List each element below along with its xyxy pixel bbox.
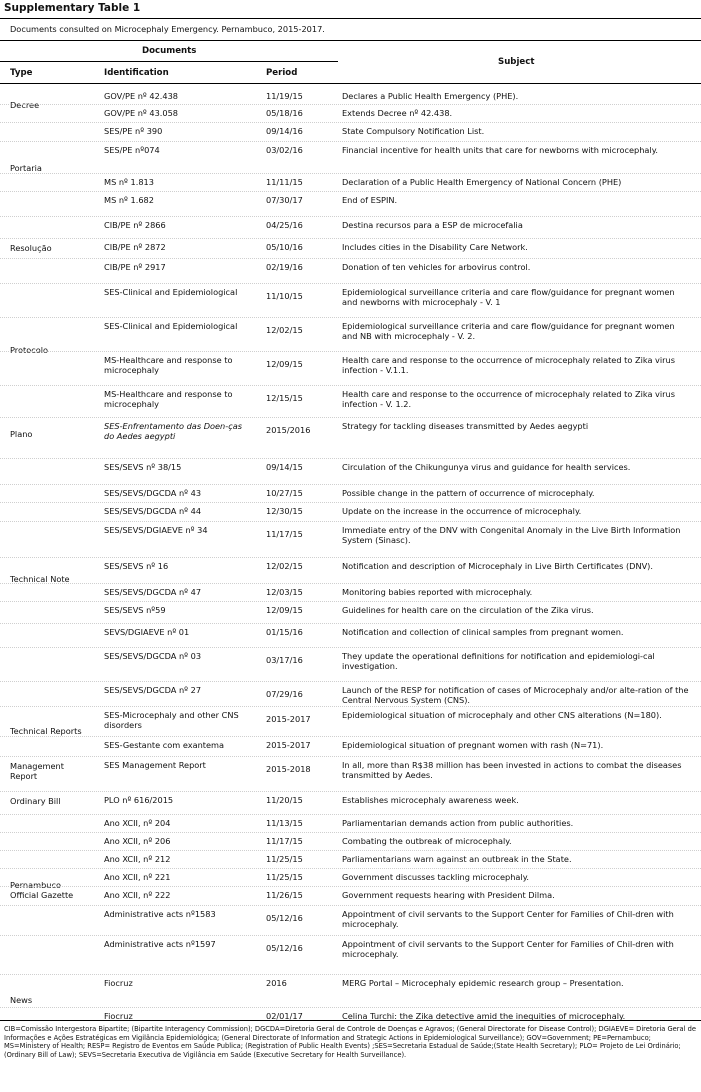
- row-period: 05/12/16: [266, 913, 303, 923]
- row-divider: [0, 484, 701, 485]
- row-divider: [0, 623, 701, 624]
- row-divider: [0, 905, 701, 906]
- row-period: 02/19/16: [266, 262, 303, 272]
- group-label: Ordinary Bill: [10, 796, 61, 806]
- row-identification: Ano XCII, nº 206: [104, 836, 171, 846]
- row-divider: [0, 191, 701, 192]
- title-rule: [0, 18, 701, 19]
- row-period: 2016: [266, 978, 287, 988]
- row-period: 11/26/15: [266, 890, 303, 900]
- group-label: Pernambuco Official Gazette: [10, 880, 74, 900]
- row-period: 11/17/15: [266, 529, 303, 539]
- row-divider: [0, 791, 701, 792]
- row-divider: [0, 283, 701, 284]
- row-period: 12/09/15: [266, 359, 303, 369]
- row-divider: [0, 814, 701, 815]
- row-identification: SES/SEVS/DGCDA nº 27: [104, 685, 202, 695]
- group-label: Technical Note: [10, 574, 70, 584]
- row-period: 05/10/16: [266, 242, 303, 252]
- row-period: 01/15/16: [266, 627, 303, 637]
- row-identification: SES/SEVS/DGIAEVE nº 34: [104, 525, 208, 535]
- row-identification: GOV/PE nº 43.058: [104, 108, 179, 118]
- row-identification: SES/SEVS nº 16: [104, 561, 169, 571]
- row-identification: SES/SEVS nº59: [104, 605, 166, 615]
- row-subject: Epidemiological surveillance criteria and care flow/guidance for pregnant women and NB with microcephaly - V. 2.: [342, 321, 675, 342]
- row-divider: [0, 521, 701, 522]
- row-divider: [0, 502, 701, 503]
- row-divider: [0, 458, 701, 459]
- group-label: Protocolo: [10, 345, 49, 355]
- row-subject: Epidemiological situation of microcephaly and other CNS alterations (N=180).: [342, 710, 662, 720]
- row-period: 09/14/16: [266, 126, 303, 136]
- row-subject: Government discusses tackling microcephaly.: [342, 872, 529, 882]
- group-label: Resolução: [10, 243, 52, 253]
- row-identification: SES/SEVS/DGCDA nº 03: [104, 651, 202, 661]
- row-subject: They update the operational definitions for notification and epidemiologi-cal investigation.: [342, 651, 655, 672]
- row-identification: SES/SEVS nº 38/15: [104, 462, 182, 472]
- row-period: 05/12/16: [266, 943, 303, 953]
- table-bottom-rule: [0, 1020, 701, 1021]
- row-period: 07/30/17: [266, 195, 303, 205]
- row-divider: [0, 173, 701, 174]
- row-divider: [0, 583, 701, 584]
- row-subject: Notification and collection of clinical samples from pregnant women.: [342, 627, 624, 637]
- row-identification: SES-Microcephaly and other CNS disorders: [104, 710, 239, 731]
- row-subject: Destina recursos para a ESP de microcefalia: [342, 220, 523, 230]
- row-subject: Update on the increase in the occurrence of microcephaly.: [342, 506, 582, 516]
- row-period: 11/11/15: [266, 177, 303, 187]
- row-subject: Possible change in the pattern of occurrence of microcephaly.: [342, 488, 595, 498]
- row-identification: Fiocruz: [104, 978, 133, 988]
- header-subject: Subject: [498, 57, 535, 67]
- row-period: 11/20/15: [266, 795, 303, 805]
- row-identification: CIB/PE nº 2872: [104, 242, 166, 252]
- row-identification: SES-Clinical and Epidemiological: [104, 287, 238, 297]
- header-documents: Documents: [142, 46, 197, 56]
- row-period: 11/19/15: [266, 91, 303, 101]
- row-period: 03/17/16: [266, 655, 303, 665]
- row-identification: SES-Enfrentamento das Doen-ças do Aedes aegypti: [104, 421, 242, 442]
- row-divider: [0, 317, 701, 318]
- row-subject: Government requests hearing with President Dilma.: [342, 890, 555, 900]
- row-divider: [0, 647, 701, 648]
- row-subject: Immediate entry of the DNV with Congenital Anomaly in the Live Birth Information System (Sinasc).: [342, 525, 681, 546]
- row-subject: Establishes microcephaly awareness week.: [342, 795, 519, 805]
- caption-rule: [0, 40, 701, 41]
- row-identification: Ano XCII, nº 221: [104, 872, 171, 882]
- row-identification: Administrative acts nº1583: [104, 909, 216, 919]
- row-subject: Strategy for tackling diseases transmitted by Aedes aegypti: [342, 421, 589, 431]
- row-identification: SES/PE nº074: [104, 145, 160, 155]
- row-subject: Combating the outbreak of microcephaly.: [342, 836, 512, 846]
- row-identification: MS nº 1.813: [104, 177, 154, 187]
- row-subject: Health care and response to the occurrence of microcephaly related to Zika virus infection - V.1.1.: [342, 355, 675, 376]
- row-subject: Celina Turchi: the Zika detective amid the inequities of microcephaly.: [342, 1011, 626, 1021]
- row-divider: [0, 868, 701, 869]
- row-period: 12/30/15: [266, 506, 303, 516]
- row-period: 09/14/15: [266, 462, 303, 472]
- row-period: 12/15/15: [266, 393, 303, 403]
- row-period: 11/13/15: [266, 818, 303, 828]
- row-subject: Includes cities in the Disability Care Network.: [342, 242, 528, 252]
- row-subject: MERG Portal – Microcephaly epidemic research group – Presentation.: [342, 978, 624, 988]
- header-rule: [0, 83, 701, 84]
- row-divider: [0, 258, 701, 259]
- row-divider: [0, 756, 701, 757]
- row-period: 2015/2016: [266, 425, 311, 435]
- row-divider: [0, 601, 701, 602]
- group-label: News: [10, 995, 33, 1005]
- row-subject: Epidemiological surveillance criteria and care flow/guidance for pregnant women and newborns with microcephaly - V. 1: [342, 287, 675, 308]
- row-period: 11/10/15: [266, 291, 303, 301]
- row-subject: End of ESPIN.: [342, 195, 398, 205]
- header-period: Period: [266, 68, 298, 78]
- row-identification: Ano XCII, nº 212: [104, 854, 171, 864]
- row-subject: In all, more than R$38 million has been invested in actions to combat the diseases transmitted by Aedes.: [342, 760, 682, 781]
- row-divider: [0, 385, 701, 386]
- row-period: 12/09/15: [266, 605, 303, 615]
- row-identification: SES-Clinical and Epidemiological: [104, 321, 238, 331]
- row-period: 07/29/16: [266, 689, 303, 699]
- row-identification: Administrative acts nº1597: [104, 939, 216, 949]
- row-identification: CIB/PE nº 2866: [104, 220, 166, 230]
- row-period: 11/17/15: [266, 836, 303, 846]
- row-divider: [0, 141, 701, 142]
- row-subject: Guidelines for health care on the circulation of the Zika virus.: [342, 605, 594, 615]
- row-divider: [0, 216, 701, 217]
- row-period: 2015-2018: [266, 764, 311, 774]
- row-identification: CIB/PE nº 2917: [104, 262, 166, 272]
- row-divider: [0, 850, 701, 851]
- table-footnote: CIB=Comissão Intergestora Bipartite; (Bipartite Interagency Commission); DGCDA=Diretoria Geral de Controle de Doenças e Agravos; (General Directorate for Disease Control); DGIAEVE= Diretoria Geral de Informações e Ações Estratégicas em Vigilância Epidemiológica; (General Directorate of Information and Strategic Actions in Epidemiological Surveillance); GOV=Government; PE=Pernambuco; MS=Ministery of Health; RESP= Registro de Eventos em Saúde Publica; (Registration of Public Health Events) ;SES=Secretaria Estadual de Saúde;(State Health Secretary); PLO= Projeto de Lei Ordinário; (Ordinary Bill of Law); SEVS=Secretaria Executiva de Vigilância em Saúde (Executive Secretary for Health Surveillance).: [4, 1025, 696, 1059]
- row-identification: Fiocruz: [104, 1011, 133, 1021]
- row-period: 11/25/15: [266, 854, 303, 864]
- row-divider: [0, 681, 701, 682]
- row-divider: [0, 832, 701, 833]
- row-period: 2015-2017: [266, 740, 311, 750]
- group-label: Decree: [10, 100, 40, 110]
- table-caption: Documents consulted on Microcephaly Emergency. Pernambuco, 2015-2017.: [10, 24, 325, 34]
- row-subject: Monitoring babies reported with microcephaly.: [342, 587, 533, 597]
- group-label: Portaria: [10, 163, 42, 173]
- row-divider: [0, 238, 701, 239]
- row-divider: [0, 557, 701, 558]
- row-subject: Launch of the RESP for notification of cases of Microcephaly and/or alte-ration of the Central Nervous System (CNS).: [342, 685, 689, 706]
- group-label: Management Report: [10, 761, 64, 781]
- row-subject: Extends Decree nº 42.438.: [342, 108, 453, 118]
- row-subject: Health care and response to the occurrence of microcephaly related to Zika virus infection - V. 1.2.: [342, 389, 675, 410]
- group-label: Technical Reports: [10, 726, 82, 736]
- row-identification: Ano XCII, nº 204: [104, 818, 171, 828]
- group-label: Plano: [10, 429, 33, 439]
- row-divider: [0, 417, 701, 418]
- row-identification: MS nº 1.682: [104, 195, 154, 205]
- row-period: 05/18/16: [266, 108, 303, 118]
- documents-underline: [0, 61, 338, 62]
- row-subject: Declares a Public Health Emergency (PHE).: [342, 91, 519, 101]
- row-period: 12/03/15: [266, 587, 303, 597]
- row-subject: Appointment of civil servants to the Support Center for Families of Chil-dren with microcephaly.: [342, 939, 674, 960]
- row-divider: [0, 1007, 701, 1008]
- row-period: 04/25/16: [266, 220, 303, 230]
- row-subject: Financial incentive for health units that care for newborns with microcephaly.: [342, 145, 658, 155]
- row-divider: [0, 935, 701, 936]
- row-divider: [0, 122, 701, 123]
- row-divider: [0, 886, 701, 887]
- row-period: 12/02/15: [266, 325, 303, 335]
- row-divider: [0, 974, 701, 975]
- row-identification: SES-Gestante com exantema: [104, 740, 225, 750]
- row-identification: MS-Healthcare and response to microcephaly: [104, 355, 233, 376]
- row-identification: SES Management Report: [104, 760, 206, 770]
- header-type: Type: [10, 68, 33, 78]
- row-identification: Ano XCII, nº 222: [104, 890, 171, 900]
- row-subject: Appointment of civil servants to the Support Center for Families of Chil-dren with microcephaly.: [342, 909, 674, 930]
- row-period: 2015-2017: [266, 714, 311, 724]
- row-period: 11/25/15: [266, 872, 303, 882]
- row-identification: MS-Healthcare and response to microcephaly: [104, 389, 233, 410]
- row-period: 10/27/15: [266, 488, 303, 498]
- row-identification: SES/SEVS/DGCDA nº 44: [104, 506, 202, 516]
- row-subject: State Compulsory Notification List.: [342, 126, 485, 136]
- row-period: 12/02/15: [266, 561, 303, 571]
- row-divider: [0, 736, 701, 737]
- header-identification: Identification: [104, 68, 169, 78]
- row-identification: SEVS/DGIAEVE nº 01: [104, 627, 190, 637]
- document-title: Supplementary Table 1: [4, 2, 141, 14]
- row-divider: [0, 104, 701, 105]
- row-period: 03/02/16: [266, 145, 303, 155]
- row-period: 02/01/17: [266, 1011, 303, 1021]
- row-identification: SES/SEVS/DGCDA nº 47: [104, 587, 202, 597]
- row-identification: PLO nº 616/2015: [104, 795, 174, 805]
- row-divider: [0, 706, 701, 707]
- row-subject: Epidemiological situation of pregnant women with rash (N=71).: [342, 740, 604, 750]
- row-divider: [0, 351, 701, 352]
- row-identification: SES/SEVS/DGCDA nº 43: [104, 488, 202, 498]
- row-identification: GOV/PE nº 42.438: [104, 91, 179, 101]
- row-subject: Circulation of the Chikungunya virus and guidance for health services.: [342, 462, 631, 472]
- row-identification: SES/PE nº 390: [104, 126, 163, 136]
- row-subject: Parliamentarian demands action from public authorities.: [342, 818, 574, 828]
- row-subject: Notification and description of Microcephaly in Live Birth Certificates (DNV).: [342, 561, 653, 571]
- row-subject: Declaration of a Public Health Emergency of National Concern (PHE): [342, 177, 622, 187]
- row-subject: Parliamentarians warn against an outbreak in the State.: [342, 854, 572, 864]
- row-subject: Donation of ten vehicles for arbovirus control.: [342, 262, 531, 272]
